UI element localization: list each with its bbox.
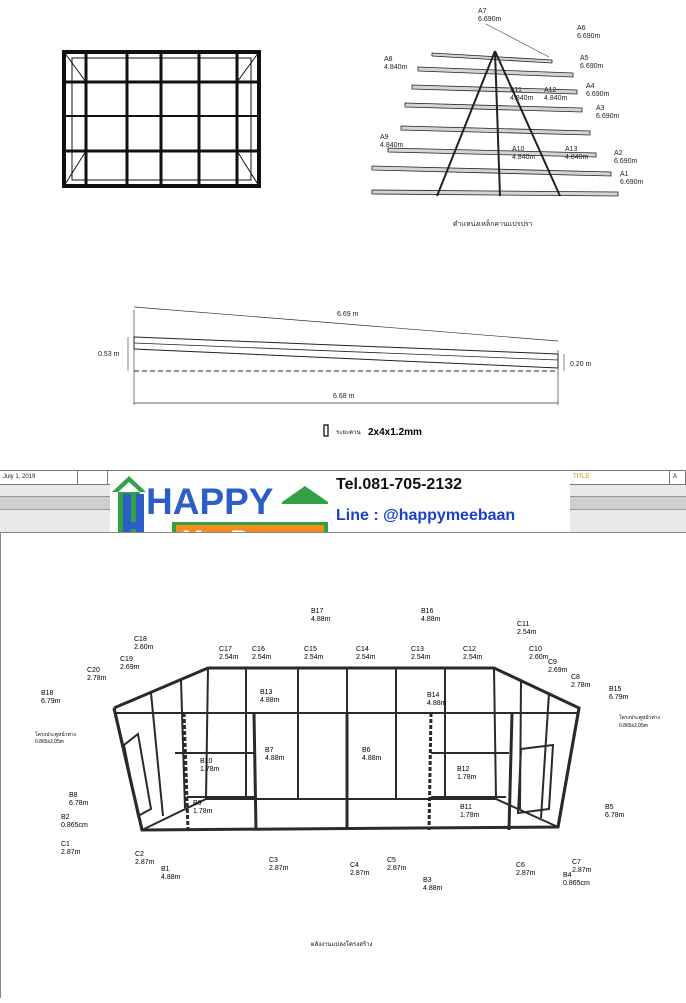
member-id: C11: [517, 621, 530, 628]
member-label-c13: [411, 646, 431, 661]
member-length: 4.88m: [260, 697, 280, 704]
member-length: 4.88m: [421, 616, 441, 623]
member-id: C18: [134, 636, 147, 643]
member-id: C20: [87, 667, 100, 674]
member-length: 2.87m: [269, 865, 289, 872]
bottom-drawing-sheet: [0, 532, 686, 998]
member-label-c11: [517, 621, 537, 636]
beam-id: A7: [478, 8, 487, 15]
member-label-b14: [427, 692, 447, 707]
member-length: 2.69m: [548, 667, 568, 674]
member-label-b3: [423, 877, 443, 892]
member-id: B14: [427, 692, 440, 699]
wall-frame-isometric: [114, 668, 579, 830]
dim-left-height: 0.53 m: [98, 351, 120, 358]
beam-length: 6.690m: [596, 113, 620, 120]
beam-label-a13: [565, 146, 589, 161]
member-length: 2.87m: [387, 865, 407, 872]
member-id: B4: [563, 872, 572, 879]
beam-length: 4.840m: [544, 95, 568, 102]
member-label-b10: [200, 758, 220, 773]
frame-plan-view: [64, 52, 259, 186]
beam-id: A4: [586, 83, 595, 90]
member-length: 1.78m: [460, 812, 480, 819]
member-label-b11: [460, 804, 480, 819]
member-id: B9: [193, 800, 202, 807]
section-legend: [324, 425, 422, 438]
member-label-c10: [529, 646, 549, 661]
member-label-b5: [605, 804, 625, 819]
member-length: 4.88m: [423, 885, 443, 892]
member-id: B1: [161, 866, 170, 873]
beam-label-a7: [478, 8, 502, 23]
beam-id: A2: [614, 150, 623, 157]
beam-length: 6.690m: [577, 33, 601, 40]
member-id: B12: [457, 766, 470, 773]
title-block-cell: [78, 471, 108, 484]
beam-id: A10: [512, 146, 525, 153]
member-id: B16: [421, 608, 434, 615]
member-id: C16: [252, 646, 265, 653]
member-label-b12: [457, 766, 477, 781]
member-id: B11: [460, 804, 472, 811]
member-length: 2.87m: [350, 870, 370, 877]
member-id: B7: [265, 747, 274, 754]
member-id: B2: [61, 814, 70, 821]
purlin-elevation: [98, 307, 592, 405]
legend-text-2: 2x4x1.2mm: [368, 427, 422, 438]
member-label-b4: [563, 872, 590, 887]
member-length: 2.54m: [356, 654, 376, 661]
title-block-title: TITLE: [570, 471, 670, 484]
member-length: 6.79m: [609, 694, 629, 701]
member-length: 2.78m: [87, 675, 107, 682]
beam-length: 6.690m: [614, 158, 638, 165]
member-label-c8: [571, 674, 591, 689]
member-label-b8: [69, 792, 89, 807]
member-label-c15: [304, 646, 324, 661]
member-length: 2.54m: [517, 629, 537, 636]
roof-frame-drawing: [0, 0, 686, 470]
member-length: 2.87m: [135, 859, 155, 866]
member-label-c20: [87, 667, 107, 682]
member-id: B13: [260, 689, 273, 696]
title-block-date: July 1, 2019: [0, 471, 78, 484]
brand-happy: HAPPY: [146, 481, 274, 522]
beam-length: 6.690m: [620, 179, 644, 186]
member-label-b13: [260, 689, 280, 704]
member-length: 2.69m: [120, 664, 140, 671]
beam-label-a3: [596, 105, 620, 120]
member-id: C2: [135, 851, 144, 858]
beam-label-a4: [586, 83, 610, 98]
beam-length: 4.840m: [512, 154, 536, 161]
member-length: 2.60m: [134, 644, 154, 651]
member-id: C13: [411, 646, 424, 653]
beam-length: 6.690m: [580, 63, 604, 70]
member-length: 6.79m: [41, 698, 61, 705]
member-label-c4: [350, 862, 370, 877]
member-id: C17: [219, 646, 232, 653]
bottom-caption: ผลังงานแปลงโครงสร้าง: [311, 942, 373, 948]
member-id: C7: [572, 859, 581, 866]
member-id: C15: [304, 646, 317, 653]
member-label-c7: [572, 859, 592, 874]
dim-top-length: 6.69 m: [337, 311, 359, 318]
member-length: 2.54m: [219, 654, 239, 661]
member-id: C10: [529, 646, 542, 653]
top-drawing-sheet: [0, 0, 686, 470]
member-label-c14: [356, 646, 376, 661]
beam-label-a8: [384, 56, 408, 71]
member-label-b17: [311, 608, 331, 623]
beam-id: A6: [577, 25, 586, 32]
member-id: B3: [423, 877, 432, 884]
beam-label-a1: [620, 171, 644, 186]
beam-length: 4.840m: [380, 142, 404, 149]
member-length: 4.88m: [362, 755, 382, 762]
member-label-c9: [548, 659, 568, 674]
member-length: 1.78m: [193, 808, 213, 815]
beam-id: A8: [384, 56, 393, 63]
purlin-isometric: [372, 24, 618, 196]
beam-label-a10: [512, 146, 536, 161]
legend-text-1: ระยะคาน: [336, 430, 361, 436]
member-id: B18: [41, 690, 54, 697]
beam-labels: [380, 8, 644, 186]
beam-length: 4.840m: [510, 95, 534, 102]
member-id: C6: [516, 862, 525, 869]
member-length: 4.88m: [427, 700, 447, 707]
door-left-label: โครงประตูหน้าต่าง: [35, 732, 76, 738]
member-label-b6: [362, 747, 382, 762]
member-id: C9: [548, 659, 557, 666]
member-length: 2.78m: [571, 682, 591, 689]
beam-label-a9: [380, 134, 404, 149]
member-length: 0.865cm: [61, 822, 88, 829]
dim-right-height: 0.20 m: [570, 361, 592, 368]
member-label-c19: [120, 656, 140, 671]
beam-id: A11: [510, 87, 522, 94]
member-id: C3: [269, 857, 278, 864]
member-id: C8: [571, 674, 580, 681]
member-id: C19: [120, 656, 133, 663]
beam-length: 6.690m: [586, 91, 610, 98]
beam-label-a5: [580, 55, 604, 70]
member-length: 2.87m: [61, 849, 81, 856]
member-id: B8: [69, 792, 78, 799]
member-id: C12: [463, 646, 476, 653]
beam-label-a6: [577, 25, 601, 40]
member-length: 4.88m: [161, 874, 181, 881]
member-label-c12: [463, 646, 483, 661]
beam-id: A12: [544, 87, 557, 94]
beam-label-a2: [614, 150, 638, 165]
member-length: 4.88m: [311, 616, 331, 623]
member-label-c6: [516, 862, 536, 877]
member-length: 0.865cm: [563, 880, 590, 887]
door-right-label: โครงประตูหน้าต่าง: [619, 715, 660, 721]
beam-length: 6.690m: [478, 16, 502, 23]
member-length: 6.78m: [605, 812, 625, 819]
beam-id: A13: [565, 146, 578, 153]
line-id: Line : @happymeebaan: [336, 507, 516, 524]
dim-bottom-length: 6.68 m: [333, 393, 355, 400]
member-label-c2: [135, 851, 155, 866]
beam-id: A9: [380, 134, 389, 141]
wall-frame-drawing: [1, 533, 686, 998]
member-labels: [41, 608, 629, 892]
beam-id: A3: [596, 105, 605, 112]
member-label-b15: [609, 686, 629, 701]
member-label-b2: [61, 814, 88, 829]
beam-length: 4.840m: [384, 64, 408, 71]
door-right-size: 0.865x2.05m: [619, 723, 648, 729]
member-id: B15: [609, 686, 622, 693]
member-label-b1: [161, 866, 181, 881]
title-block-sheet: A: [670, 471, 686, 484]
member-length: 2.87m: [516, 870, 536, 877]
member-id: B5: [605, 804, 614, 811]
top-caption: ตำแหน่งเหล็กคานแปรปรา: [453, 221, 533, 228]
member-length: 2.60m: [529, 654, 549, 661]
beam-length: 4.840m: [565, 154, 589, 161]
member-id: B6: [362, 747, 371, 754]
member-label-c18: [134, 636, 154, 651]
member-label-c1: [61, 841, 81, 856]
c-channel-icon: [324, 425, 328, 436]
beam-id: A5: [580, 55, 589, 62]
member-label-b9: [193, 800, 213, 815]
member-label-c17: [219, 646, 239, 661]
member-label-c5: [387, 857, 407, 872]
member-id: C1: [61, 841, 70, 848]
member-id: C14: [356, 646, 369, 653]
beam-id: A1: [620, 171, 629, 178]
member-length: 1.78m: [200, 766, 220, 773]
phone-number: Tel.081-705-2132: [336, 476, 463, 493]
member-id: B10: [200, 758, 213, 765]
member-label-b18: [41, 690, 61, 705]
member-length: 1.78m: [457, 774, 477, 781]
door-left-size: 0.865x2.05m: [35, 739, 64, 745]
member-id: C4: [350, 862, 359, 869]
member-label-b7: [265, 747, 285, 762]
member-length: 2.54m: [411, 654, 431, 661]
member-length: 4.88m: [265, 755, 285, 762]
member-length: 2.54m: [463, 654, 483, 661]
member-length: 2.87m: [572, 867, 592, 874]
member-label-b16: [421, 608, 441, 623]
member-length: 6.78m: [69, 800, 89, 807]
member-id: C5: [387, 857, 396, 864]
member-length: 2.54m: [304, 654, 324, 661]
member-length: 2.54m: [252, 654, 272, 661]
member-label-c16: [252, 646, 272, 661]
member-label-c3: [269, 857, 289, 872]
member-id: B17: [311, 608, 324, 615]
